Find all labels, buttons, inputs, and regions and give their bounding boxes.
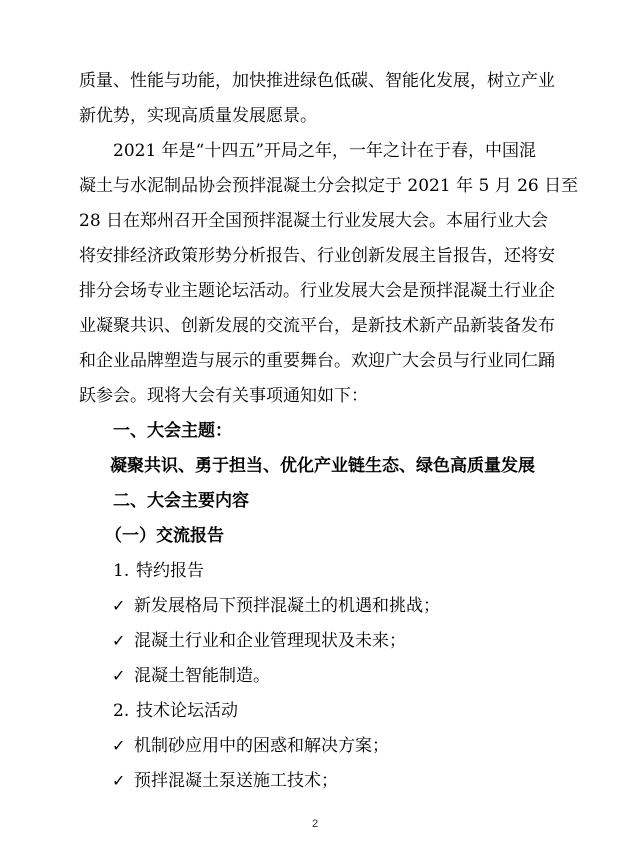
checklist-text: 混凝土行业和企业管理现状及未来；: [134, 631, 406, 651]
checklist-item: [0, 665, 630, 689]
check-mark-icon: ✓: [112, 631, 126, 650]
subsection1-heading: （一）交流报告: [105, 526, 224, 546]
item-text: 技术论坛活动: [136, 701, 238, 721]
theme-text: 凝聚共识、勇于担当、优化产业链生态、绿色高质量发展: [110, 456, 535, 476]
checklist-item: [0, 735, 630, 759]
checklist-item: [0, 595, 630, 619]
paragraph-line: 业凝聚共识、创新发展的交流平台，是新技术新产品新装备发布: [79, 316, 555, 336]
numbered-item: [0, 700, 630, 724]
section1-heading: 一、大会主题：: [113, 421, 232, 441]
checklist-text: 机制砂应用中的困惑和解决方案；: [134, 736, 389, 756]
page-number: 2: [311, 818, 319, 830]
paragraph-line: 28 日在郑州召开全国预拌混凝土行业发展大会。本届行业大会: [79, 211, 549, 231]
item-text: 特约报告: [136, 561, 204, 581]
checklist-item: [0, 630, 630, 654]
paragraph-line: 2021 年是“十四五”开局之年，一年之计在于春，中国混: [113, 141, 537, 161]
check-mark-icon: ✓: [112, 771, 126, 790]
paragraph-line: 质量、性能与功能，加快推进绿色低碳、智能化发展，树立产业: [79, 71, 555, 91]
numbered-item: [0, 560, 630, 584]
checklist-text: 预拌混凝土泵送施工技术；: [134, 771, 338, 791]
paragraph-line: 将安排经济政策形势分析报告、行业创新发展主旨报告，还将安: [79, 246, 555, 266]
item-number: 1.: [113, 561, 130, 581]
paragraph-line: 新优势，实现高质量发展愿景。: [79, 106, 317, 126]
paragraph-line: 排分会场专业主题论坛活动。行业发展大会是预拌混凝土行业企: [79, 281, 555, 301]
paragraph-line: 和企业品牌塑造与展示的重要舞台。欢迎广大会员与行业同仁踊: [79, 351, 555, 371]
section2-heading: 二、大会主要内容: [113, 491, 249, 511]
checklist-text: 混凝土智能制造。: [134, 666, 270, 686]
check-mark-icon: ✓: [112, 736, 126, 755]
item-number: 2.: [113, 701, 130, 721]
checklist-item: [0, 770, 630, 794]
checklist-text: 新发展格局下预拌混凝土的机遇和挑战；: [134, 596, 440, 616]
check-mark-icon: ✓: [112, 596, 126, 615]
check-mark-icon: ✓: [112, 666, 126, 685]
paragraph-line: 跃参会。现将大会有关事项通知如下：: [79, 386, 368, 406]
paragraph-line: 凝土与水泥制品协会预拌混凝土分会拟定于 2021 年 5 月 26 日至: [79, 176, 579, 196]
